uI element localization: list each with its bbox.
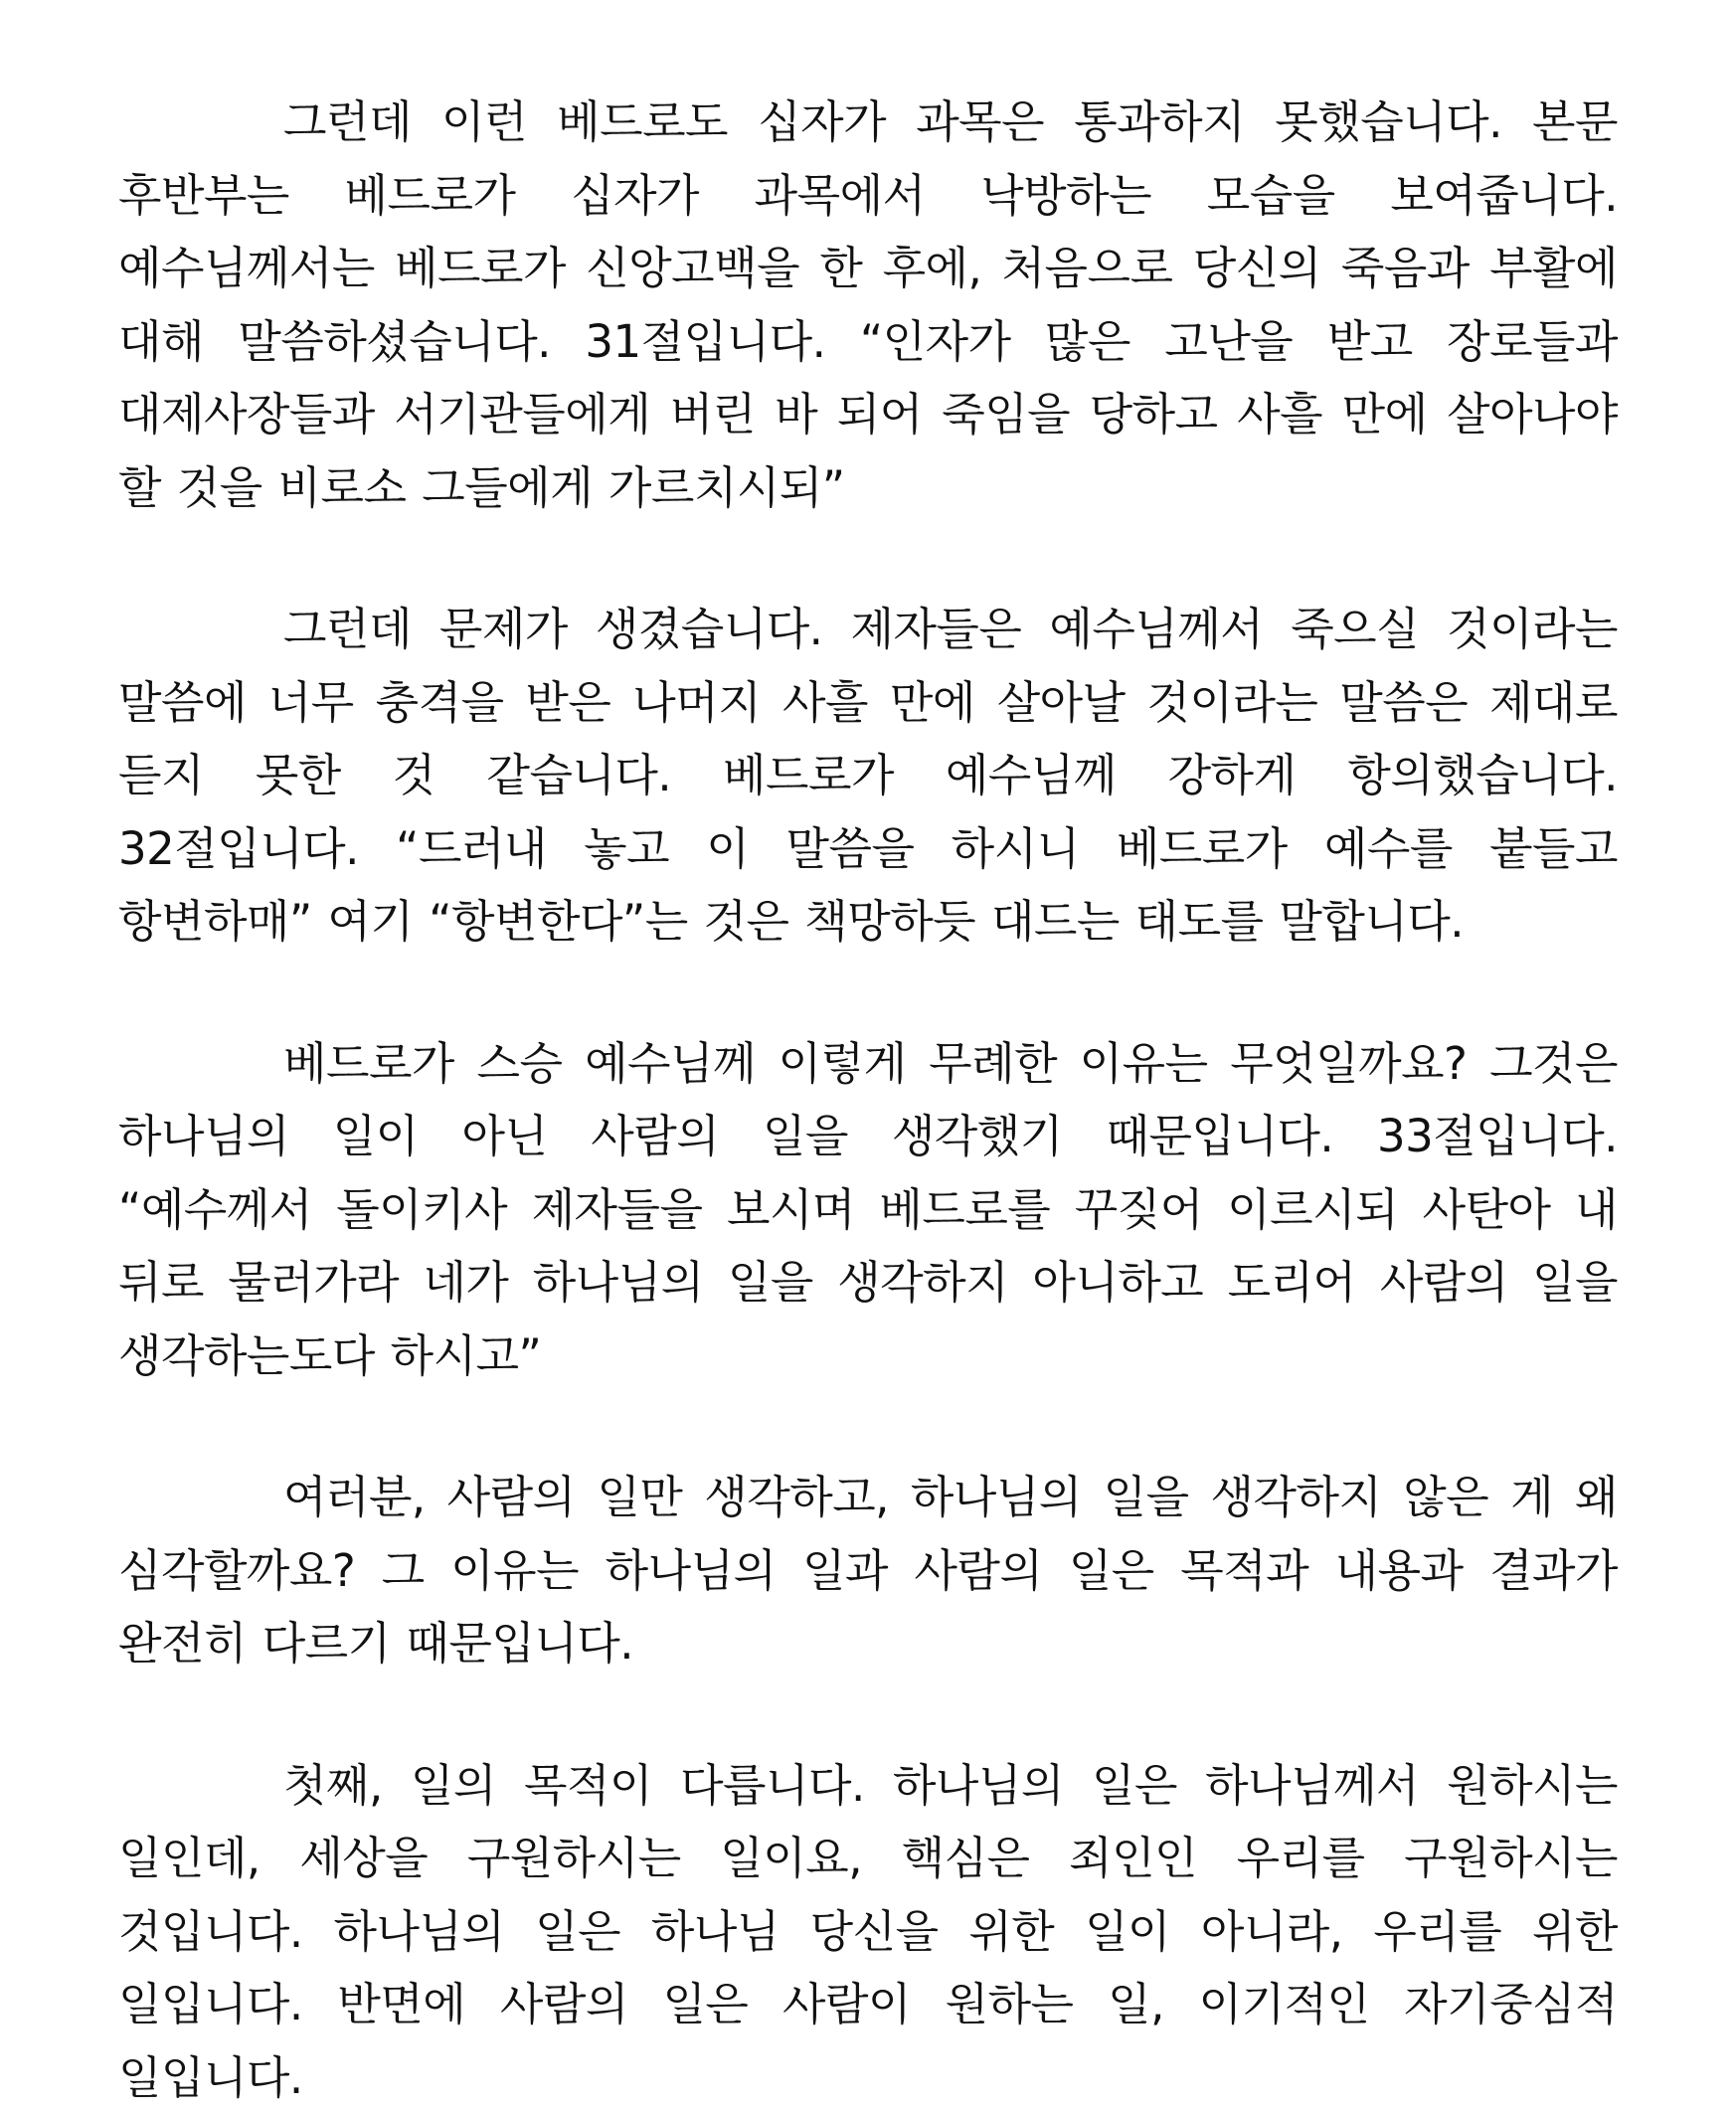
- paragraph-2: 그런데 문제가 생겼습니다. 제자들은 예수님께서 죽으실 것이라는 말씀에 너무 충격을 받은 나머지 사흘 만에 살아날 것이라는 말씀은 제대로 듣지 못한 것 같습니다. 베드로가 예수님께 강하게 항의했습니다. 32절입니다. “드러내 놓고 이 말씀을 하시니 베드로가 예수를 붙들고 항변하매” 여기 “항변한다”는 것은 책망하듯 대드는 태도를 말합니다.: [118, 593, 1618, 959]
- document-page: [118, 86, 1618, 2114]
- paragraph-5: 첫째, 일의 목적이 다릅니다. 하나님의 일은 하나님께서 원하시는 일인데, 세상을 구원하시는 일이요, 핵심은 죄인인 우리를 구원하시는 것입니다. 하나님의 일은 하나님 당신을 위한 일이 아니라, 우리를 위한 일입니다. 반면에 사람의 일은 사람이 원하는 일, 이기적인 자기중심적 일입니다.: [118, 1749, 1618, 2114]
- paragraph-4: 여러분, 사람의 일만 생각하고, 하나님의 일을 생각하지 않은 게 왜 심각할까요? 그 이유는 하나님의 일과 사람의 일은 목적과 내용과 결과가 완전히 다르기 때문입니다.: [118, 1461, 1618, 1680]
- paragraph-1: 그런데 이런 베드로도 십자가 과목은 통과하지 못했습니다. 본문 후반부는 베드로가 십자가 과목에서 낙방하는 모습을 보여줍니다. 예수님께서는 베드로가 신앙고백을 한 후에, 처음으로 당신의 죽음과 부활에 대해 말씀하셨습니다. 31절입니다. “인자가 많은 고난을 받고 장로들과 대제사장들과 서기관들에게 버린 바 되어 죽임을 당하고 사흘 만에 살아나야 할 것을 비로소 그들에게 가르치시되”: [118, 86, 1618, 524]
- paragraph-3: 베드로가 스승 예수님께 이렇게 무례한 이유는 무엇일까요? 그것은 하나님의 일이 아닌 사람의 일을 생각했기 때문입니다. 33절입니다. “예수께서 돌이키사 제자들을 보시며 베드로를 꾸짖어 이르시되 사탄아 내 뒤로 물러가라 네가 하나님의 일을 생각하지 아니하고 도리어 사람의 일을 생각하는도다 하시고”: [118, 1027, 1618, 1393]
